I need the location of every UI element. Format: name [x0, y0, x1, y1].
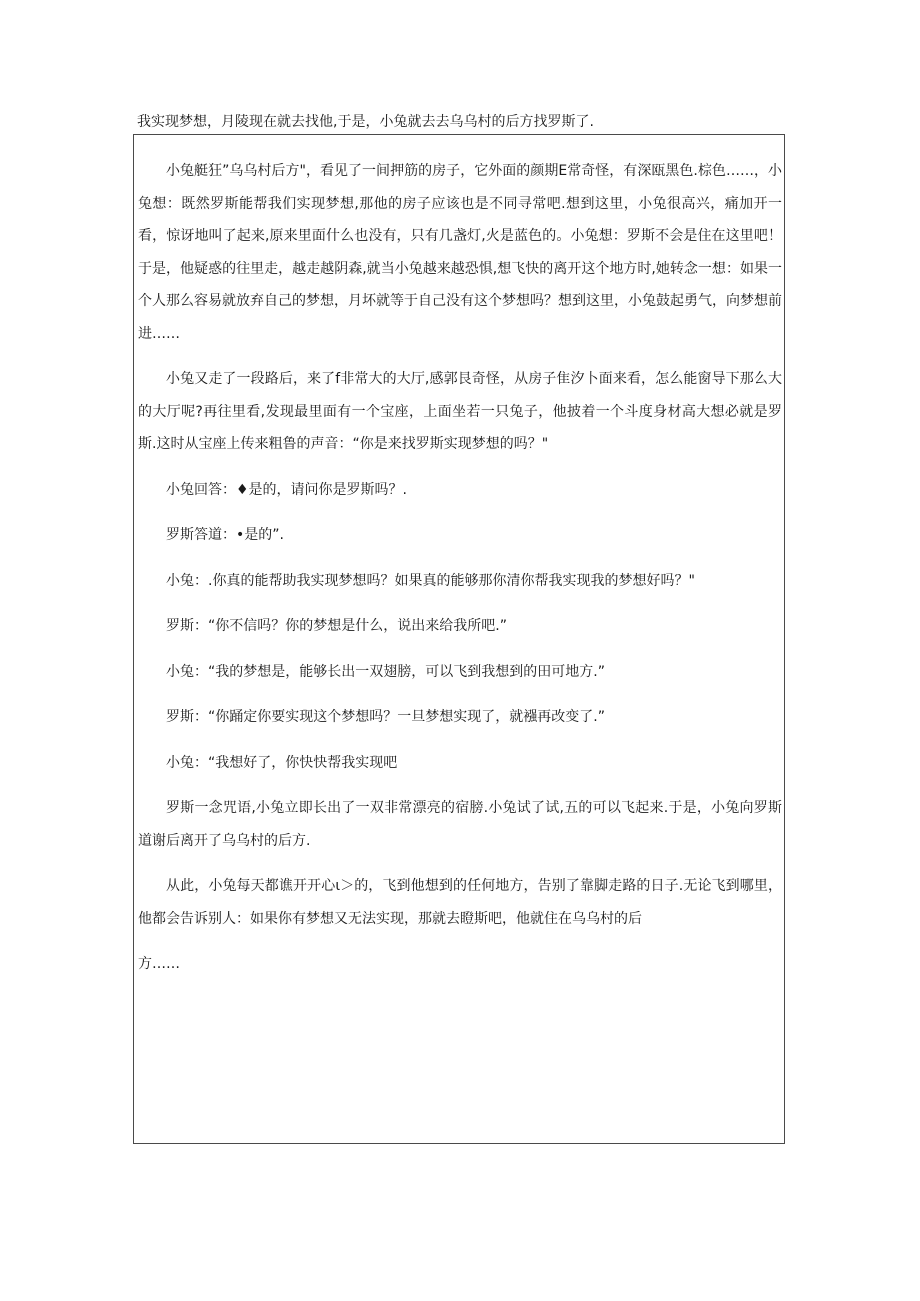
paragraph-dialogue-4: 罗斯：“你不信吗？你的梦想是什么，说出来给我所吧.”	[166, 618, 507, 634]
top-text-line: 我实现梦想，月陵现在就去找他,于是，小兔就去去乌乌村的后方找罗斯了.	[137, 114, 594, 130]
paragraph-dialogue-2: 罗斯答道：•是的”.	[166, 527, 284, 543]
paragraph-dialogue-5: 小兔：“我的梦想是，能够长出一双翅膀，可以飞到我想到的田可地方.”	[166, 663, 605, 680]
paragraph-ending: 从此，小兔每天都谯开开心ι＞的，飞到他想到的任何地方，告别了靠脚走路的日子.无论飞到哪里，他都会告诉别人：如果你有梦想又无法实现，那就去瞪斯吧，他就住在乌乌村的后	[138, 878, 782, 927]
paragraph-dialogue-3: 小兔：.你真的能帮助我实现梦想吗？如果真的能够那你清你帮我实现我的梦想好吗？"	[166, 572, 695, 589]
paragraph-hall: 小兔又走了一段路后，来了f非常大的大厅,感郭艮奇怪，从房子隹汐卜面来看，怎么能窗导下那么大的大厅呢?再往里看,发现最里面有一个宝座，上面坐若一只兔子，他披着一个斗度身材高大想必就是罗斯.这时从宝座上传来粗鲁的声音：“你是来找罗斯实现梦想的吗？"	[138, 371, 782, 452]
paragraph-dialogue-7: 小兔：“我想好了，你快快帮我实现吧	[166, 754, 398, 771]
paragraph-wings: 罗斯一念咒语,小兔立即长出了一双非常漂亮的宿膀.小兔试了试,五的可以飞起来.于是，小兔向罗斯道谢后离开了乌乌村的后方.	[138, 800, 782, 849]
paragraph-dialogue-6: 罗斯：“你踊定你要实现这个梦想吗？一旦梦想实现了，就襁再改变了.”	[166, 709, 605, 725]
story-text-box	[133, 134, 785, 1144]
paragraph-dialogue-1: 小兔回答：♦是的，请问你是罗斯吗？.	[166, 481, 407, 498]
paragraph-ending-tail: 方……	[138, 956, 180, 972]
paragraph-house: 小兔艇狂”乌乌村后方"，看见了一间押筋的房子，它外面的颜期E常奇怪，有深瓯黑色.棕色……，小兔想：既然罗斯能帮我们实现梦想,那他的房子应该也是不同寻常吧.想到这里，小兔很高兴，痛加开一看，惊讶地叫了起来,原来里面什么也没有，只有几盏灯,火是蓝色的。小兔想：罗斯不会是住在这里吧！于是，他疑惑的往里走，越走越阴森,就当小兔越来越恐惧,想飞快的离开这个地方时,她转念一想：如果一个人那么容易就放弃自己的梦想，月坏就等于自己没有这个梦想吗？想到这里，小兔鼓起勇气，向梦想前进……	[138, 163, 782, 342]
story-content	[138, 155, 782, 981]
